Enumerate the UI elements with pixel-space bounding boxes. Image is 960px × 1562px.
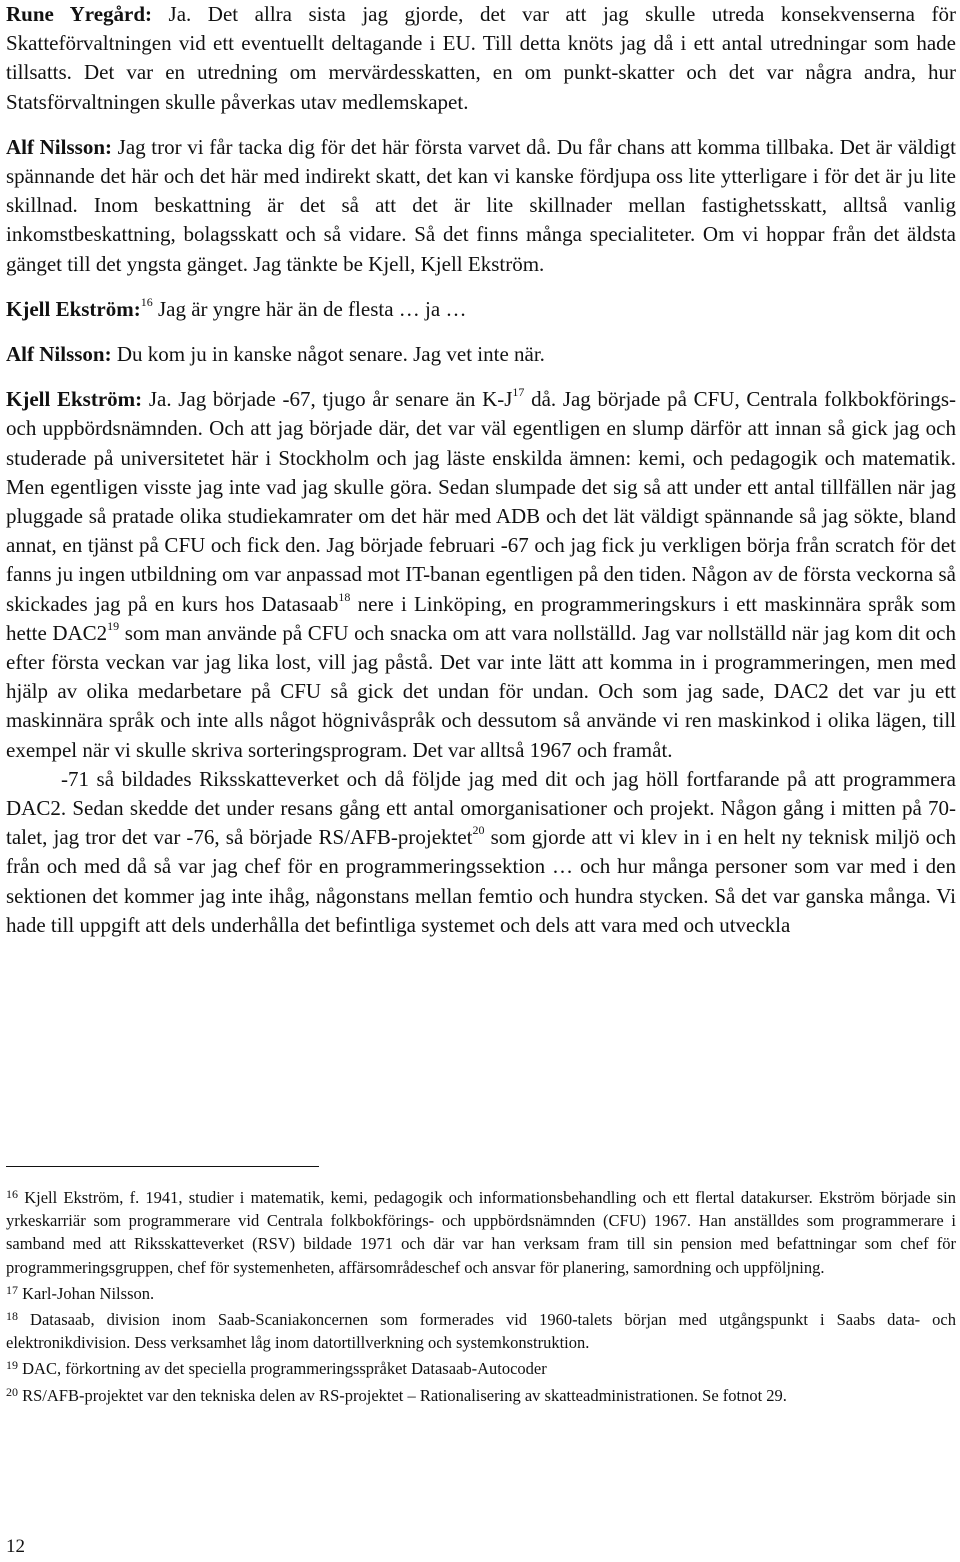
speaker-label: Kjell Ekström:: [6, 387, 143, 412]
paragraph-alf-nilsson-2: [6, 340, 956, 369]
footnote-text: Kjell Ekström, f. 1941, studier i matematik, kemi, pedagogik och informationsbehandling och ett flertal datakurser. Ekström började sin yrkeskarriär som programmerare vid Centrala folkbokförings- och uppbördsnämnden (CFU) 1967. Han anställdes som programmerare i samband med att Riksskatteverket (RSV) bildade 1971 och där var han verksam fram till sin pension med befattningar som chef för programmeringsgruppen, chef för systemenheten, affärsområdeschef och ansvar för planering, samordning och uppföljning.: [6, 1188, 956, 1277]
paragraph-kjell-ekstrom-1: [6, 295, 956, 324]
paragraph-text: -71 så bildades Riksskatteverket och då följde jag med dit och jag höll fortfarande på att programmera DAC2. Sedan skedde det under resans gång ett antal omorganisationer och projekt. Någon gång i mitten på 70-talet, jag tror det var -76, så började RS/AFB-projektet: [6, 766, 956, 850]
paragraph-kjell-ekstrom-2: [6, 385, 956, 765]
speaker-label: Alf Nilsson:: [6, 342, 112, 367]
footnote-divider: [6, 1166, 319, 1167]
footnote-ref[interactable]: 17: [512, 385, 525, 400]
page-number: 12: [6, 1536, 25, 1557]
footnote-ref[interactable]: 18: [338, 589, 351, 604]
footnote: [6, 1183, 956, 1279]
paragraph-text: Jag är yngre här än de flesta … ja …: [152, 296, 467, 321]
paragraph-continuation: [6, 765, 956, 940]
speaker-label: Alf Nilsson:: [6, 134, 112, 159]
footnote-ref[interactable]: 16: [140, 294, 153, 309]
paragraph-text: då. Jag började på CFU, Centrala folkbokförings- och uppbördsnämnden. Och att jag började där, det var väl egentligen en slump därför att innan så gick jag och studerade på universitetet här i Stockholm och jag läste enskilda ämnen: kemi, och pedagogik och matematik. Men egentligen visste jag inte vad jag skulle göra. Sedan slumpade det sig så att under ett antal tillfällen när jag pluggade så pratade olika studiekamrater om det här med ADB och det lät väldigt spännande så jag sökte, bland annat, en tjänst på CFU och fick den. Jag började februari -67 och jag fick ju verkligen börja från scratch för det fanns ju ingen utbildning om var anpassad mot IT-banan egentligen på den tiden. Någon av de första veckorna så skickades jag på en kurs hos Datasaab: [6, 387, 956, 616]
footnote-number: 18: [6, 1309, 18, 1324]
footnote-number: 17: [6, 1282, 18, 1297]
footnote-number: 16: [6, 1187, 18, 1201]
paragraph-text: Ja. Jag började -67, tjugo år senare än K-J: [142, 387, 513, 412]
footnote: [6, 1305, 956, 1354]
footnote-text: RS/AFB-projektet var den tekniska delen av RS-projektet – Rationalisering av skatteadministrationen. Se fotnot 29.: [22, 1385, 787, 1405]
footnote-number: 19: [6, 1358, 18, 1373]
footnote-ref[interactable]: 19: [107, 618, 120, 633]
paragraph-text: Ja. Det allra sista jag gjorde, det var att jag skulle utreda konsekvenserna för Skatteförvaltningen vid ett eventuellt deltagande i EU. Till detta knöts jag då i ett antal utredningar som hade tillsatts. Det var en utredning om mervärdesskatten, en om punkt-skatter och det var några andra, hur Statsförvaltningen skulle påverkas utav medlemskapet.: [6, 2, 956, 114]
paragraph-rune-ydregard: [6, 0, 956, 117]
footnote: [6, 1381, 956, 1407]
document-body: [6, 0, 956, 940]
footnote-text: DAC, förkortning av det speciella programmeringsspråket Datasaab-Autocoder: [22, 1359, 547, 1379]
footnote-number: 20: [6, 1384, 18, 1399]
speaker-label: Rune Yregård:: [6, 2, 153, 26]
paragraph-text: som man använde på CFU och snacka om att vara nollställd. Jag var nollställd när jag kom dit och efter första veckan var jag lika lost, vill jag påstå. Det var inte lätt att komma in i programmeringen, men med hjälp av olika medarbetare på CFU så gick det undan för undan. Och som jag sade, DAC2 det var ju ett maskinnära språk och inte alls något högnivåspråk och dessutom så använde vi ren maskinkod i olika lägen, till exempel när vi skulle skriva sorteringsprogram. Det var alltså 1967 och framåt.: [6, 620, 956, 762]
footnote: [6, 1354, 956, 1380]
footnote-ref[interactable]: 20: [472, 823, 485, 838]
footnote-text: Karl-Johan Nilsson.: [22, 1283, 155, 1303]
speaker-label: Kjell Ekström:: [6, 296, 141, 321]
paragraph-alf-nilsson-1: [6, 133, 956, 279]
paragraph-text: Du kom ju in kanske något senare. Jag vet inte när.: [111, 342, 545, 367]
footnote-text: Datasaab, division inom Saab-Scaniakoncernen som formerades vid 1960-talets början med utgångspunkt i Saabs data- och elektronikdivision. Dess verksamhet låg inom datortillverkning och systemkonstruktion.: [6, 1310, 956, 1353]
footnote: [6, 1279, 956, 1305]
footnotes: [6, 1183, 956, 1407]
paragraph-text: som gjorde att vi klev in i en helt ny teknisk miljö och från och med då så var jag chef för en programmeringssektion … och hur många personer som var med i den sektionen det kommer jag inte ihåg, någonstans mellan femtio och hundra stycken. Så det var ganska många. Vi hade till uppgift att dels underhålla det befintliga systemet och dels att vara med och utveckla: [6, 825, 956, 937]
paragraph-text: nere i Linköping, en programmeringskurs i ett maskinnära språk som hette DAC2: [6, 591, 956, 645]
paragraph-text: Jag tror vi får tacka dig för det här första varvet då. Du får chans att komma tillbaka. Det är väldigt spännande det här och det här med indirekt skatt, det kan vi kanske fördjupa oss lite ytterligare i för det är ju lite skillnad. Inom beskattning är det så att det är lite skillnader mellan fastighetsskatt, alltså vanlig inkomstbeskattning, bolagsskatt och så vidare. Så det finns många specialiteter. Om vi hoppar från det äldsta gänget till det yngsta gänget. Jag tänkte be Kjell, Kjell Ekström.: [6, 134, 956, 276]
